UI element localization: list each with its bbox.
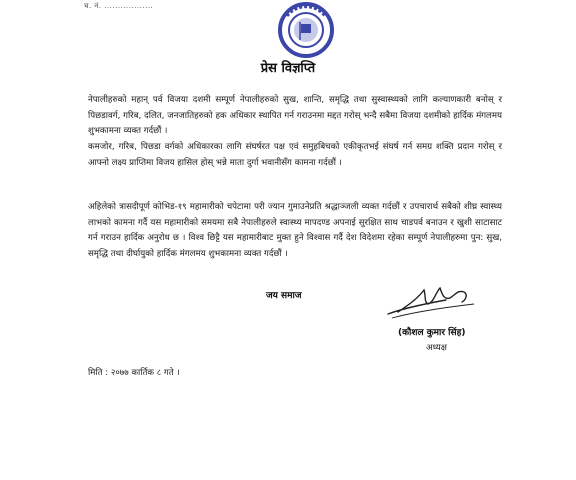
closing-slogan: जय समाज [266, 291, 302, 301]
organization-logo [273, 2, 339, 58]
page-title: प्रेस विज्ञप्ति [260, 61, 316, 76]
signer-name: (कौशल कुमार सिंह) [398, 328, 466, 338]
paragraph-covid-message: अहिलेको त्रासदीपूर्ण कोभिड-१९ महामारीको चपेटामा परी ज्यान गुमाउनेप्रति श्रद्धाञ्जली व्यक्त गर्दछौं र उपचारार्थ सबैको शीघ्र स्वास्थ्य लाभको कामना गर्दै यस महामारीको समयमा सबै नेपालीहरुले स्वास्थ्य मापदण्ड अपनाई सुरक्षित साथ चाडपर्व बनाउन र खुशी साटासाट गर्न गराउन हार्दिक अनुरोध छ । विश्व छिट्टै यस महामारीबाट मुक्त हुने विश्वास गर्दै देश विदेशमा रहेका सम्पूर्ण नेपालीहरुमा पुन: सुख, समृद्धि तथा दीर्घायुको हार्दिक मंगलमय शुभकामना व्यक्त गर्दछौं । [88, 202, 502, 259]
handwritten-signature [384, 282, 480, 324]
signer-title: अध्यक्ष [426, 343, 447, 353]
paragraph-wishes: कमजोर, गरिब, पिछडा वर्गको अधिकारका लागि संघर्षरत पक्ष एवं समुहबिचको एकीकृतभई संघर्ष गर्न समग्र शक्ति प्रदान गरोस् र आफ्नो लक्ष्य प्राप्तिमा विजय हासिल होस् भन्ने माता दुर्गा भवानीसँग कामना गर्दछौं । [88, 142, 502, 168]
reference-number: च. नं. .................. [84, 2, 154, 10]
date-line: मिति : २०७७ कार्तिक ८ गते । [88, 368, 180, 378]
paragraph-greeting: नेपालीहरुको महान् पर्व विजया दशमी सम्पूर्ण नेपालीहरुको सुख, शान्ति, समृद्धि तथा सुस्वास्थ्यको लागि कल्याणकारी बनोस् र पिछडावर्ग, गरिब, दलित, जनजातिहरुको हक अधिकार स्थापित गर्न गराउनमा मद्दत गरोस् भन्दै सबैमा विजया दशमीको हार्दिक मंगलमय शुभकामना व्यक्त गर्दछौं । [88, 95, 502, 136]
